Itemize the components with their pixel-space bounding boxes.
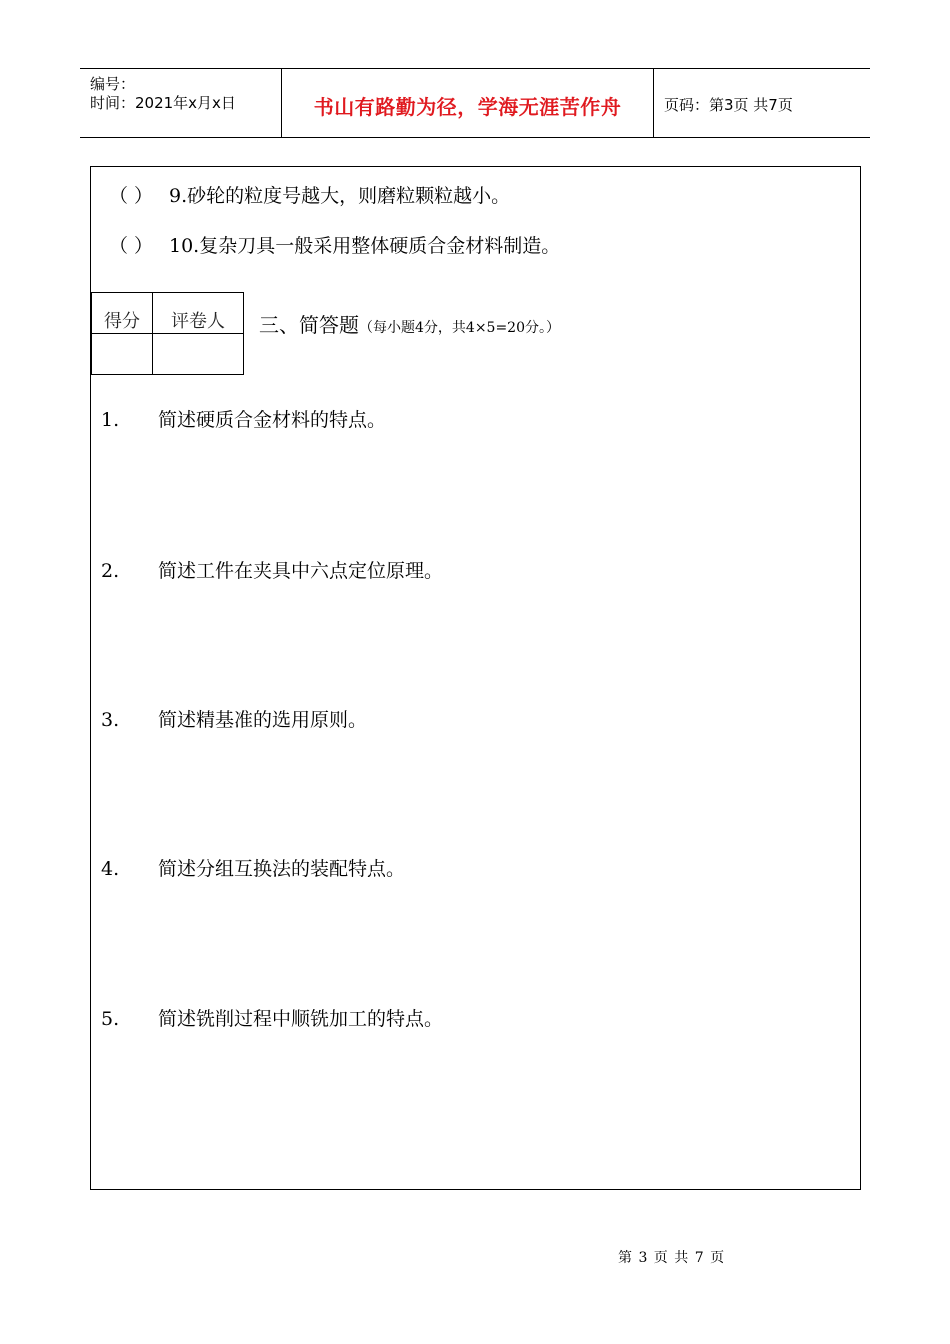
answer-blank[interactable]: （ ） <box>109 185 154 207</box>
exam-frame <box>90 166 861 1190</box>
header-meta <box>80 69 282 137</box>
section-note: （每小题4分，共4×5=20分。） <box>359 320 560 336</box>
question-number: 1. <box>101 409 120 431</box>
page-info: 页码：第3页 共7页 <box>664 96 793 114</box>
question-text: 简述工件在夹具中六点定位原理。 <box>158 560 444 582</box>
question-text: 简述铣削过程中顺铣加工的特点。 <box>158 1008 444 1030</box>
short-question <box>101 854 405 881</box>
score-table <box>91 292 244 375</box>
serial-label: 编号： <box>90 75 136 93</box>
answer-blank[interactable]: （ ） <box>109 235 154 257</box>
grader-header: 评卷人 <box>153 293 244 334</box>
short-question <box>101 405 386 432</box>
page-footer: 第 3 页 共 7 页 <box>618 1250 726 1266</box>
question-text: 10.复杂刀具一般采用整体硬质合金材料制造。 <box>169 235 561 257</box>
question-text: 简述精基准的选用原则。 <box>158 709 368 731</box>
question-text: 简述分组互换法的装配特点。 <box>158 858 406 880</box>
header-page-cell <box>654 69 870 137</box>
question-number: 5. <box>101 1008 120 1030</box>
short-question <box>101 705 367 732</box>
true-false-item <box>109 231 560 258</box>
section-title <box>259 309 560 338</box>
section-heading: 三、简答题 <box>259 313 359 337</box>
motto: 书山有路勤为径，学海无涯苦作舟 <box>313 95 622 119</box>
short-question <box>101 1004 443 1031</box>
page-header <box>80 68 870 138</box>
score-header: 得分 <box>92 293 153 334</box>
header-motto-cell <box>282 69 654 137</box>
short-question <box>101 556 443 583</box>
question-number: 3. <box>101 709 120 731</box>
question-number: 4. <box>101 858 120 880</box>
question-text: 9.砂轮的粒度号越大，则磨粒颗粒越小。 <box>169 185 511 207</box>
grader-cell[interactable] <box>153 334 244 375</box>
question-number: 2. <box>101 560 120 582</box>
true-false-item <box>109 181 510 208</box>
question-text: 简述硬质合金材料的特点。 <box>158 409 387 431</box>
score-cell[interactable] <box>92 334 153 375</box>
time-label: 时间：2021年x月x日 <box>90 94 236 112</box>
